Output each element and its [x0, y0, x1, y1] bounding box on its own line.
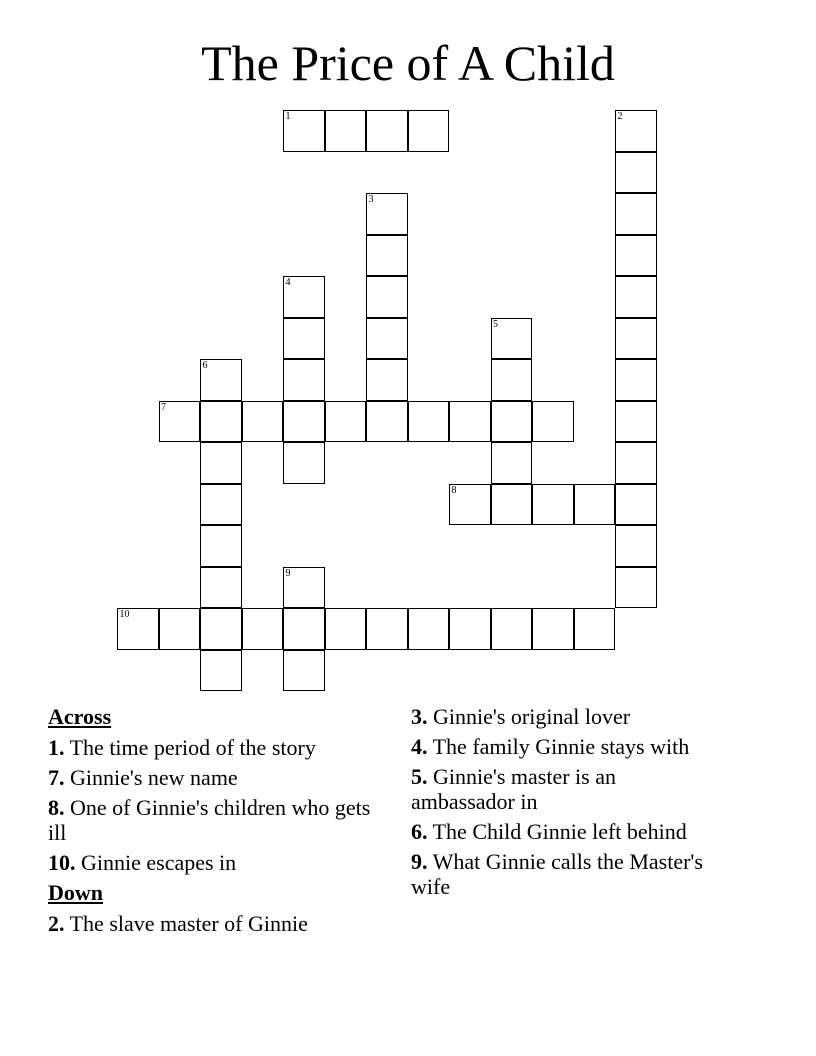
clue-number: 4: [285, 277, 291, 288]
grid-cell[interactable]: [200, 525, 242, 567]
clue-down-6: 6. The Child Ginnie left behind: [411, 819, 687, 844]
grid-cell[interactable]: [532, 484, 574, 526]
clue-down-4: 4. The family Ginnie stays with: [411, 734, 690, 759]
clue-down-5: 5. Ginnie's master is an ambassador in: [411, 764, 616, 814]
grid-cell[interactable]: [200, 359, 242, 401]
grid-cell[interactable]: [366, 235, 408, 277]
clue-down-3: 3. Ginnie's original lover: [411, 704, 631, 729]
grid-cell[interactable]: [283, 318, 325, 360]
clue-across-8: 8. One of Ginnie's children who gets ill: [48, 795, 371, 845]
grid-cell[interactable]: [366, 401, 408, 443]
grid-cell[interactable]: [117, 608, 159, 650]
clue-number: 9: [285, 567, 291, 579]
clues-right-column: [411, 704, 711, 904]
grid-cell[interactable]: [615, 567, 657, 609]
clue-number: 10: [119, 609, 130, 620]
grid-cell[interactable]: [615, 318, 657, 360]
grid-cell[interactable]: [449, 608, 491, 650]
grid-cell[interactable]: [159, 401, 201, 443]
clues-left-column: [48, 704, 388, 941]
grid-cell[interactable]: [242, 401, 284, 443]
grid-cell[interactable]: [408, 608, 450, 650]
clue-across-1: 1. The time period of the story: [48, 735, 316, 760]
grid-cell[interactable]: [408, 110, 450, 152]
grid-cell[interactable]: [200, 401, 242, 443]
grid-cell[interactable]: [574, 484, 616, 526]
grid-cell[interactable]: [325, 608, 367, 650]
grid-cell[interactable]: [159, 608, 201, 650]
clue-down-2: 2. The slave master of Ginnie: [48, 911, 308, 936]
grid-cell[interactable]: [325, 401, 367, 443]
grid-cell[interactable]: [615, 193, 657, 235]
grid-cell[interactable]: [449, 401, 491, 443]
grid-cell[interactable]: [283, 401, 325, 443]
clue-number: 1: [285, 111, 291, 122]
grid-cell[interactable]: [366, 608, 408, 650]
grid-cell[interactable]: [491, 442, 533, 484]
grid-cell[interactable]: [532, 401, 574, 443]
down-heading: Down: [48, 880, 104, 905]
grid-cell[interactable]: [408, 401, 450, 443]
puzzle-title: The Price of A Child: [201, 35, 615, 91]
grid-cell[interactable]: [532, 608, 574, 650]
grid-cell[interactable]: [449, 484, 491, 526]
grid-cell[interactable]: [615, 152, 657, 194]
clue-number: 6: [202, 360, 208, 371]
grid-cell[interactable]: [200, 484, 242, 526]
grid-cell[interactable]: [283, 110, 325, 152]
grid-cell[interactable]: [615, 401, 657, 443]
grid-cell[interactable]: [283, 608, 325, 650]
grid-cell[interactable]: [615, 110, 657, 152]
grid-cell[interactable]: [200, 442, 242, 484]
grid-cell[interactable]: [283, 276, 325, 318]
grid-cell[interactable]: [615, 235, 657, 277]
grid-cell[interactable]: [574, 608, 616, 650]
clue-number: 3: [368, 194, 374, 205]
clue-number: 2: [617, 111, 623, 122]
grid-cell[interactable]: [491, 401, 533, 443]
clue-number: 8: [451, 484, 457, 496]
grid-cell[interactable]: [366, 193, 408, 235]
grid-cell[interactable]: [491, 608, 533, 650]
grid-cell[interactable]: [200, 650, 242, 692]
clue-number: 5: [493, 318, 498, 330]
across-heading: Across: [48, 704, 112, 729]
grid-cell[interactable]: [366, 359, 408, 401]
grid-cell[interactable]: [615, 276, 657, 318]
grid-cell[interactable]: [283, 650, 325, 692]
grid-cell[interactable]: [242, 608, 284, 650]
grid-cell[interactable]: [283, 359, 325, 401]
grid-cell[interactable]: [615, 484, 657, 526]
grid-cell[interactable]: [615, 359, 657, 401]
grid-cell[interactable]: [283, 567, 325, 609]
grid-cell[interactable]: [491, 359, 533, 401]
grid-cell[interactable]: [491, 484, 533, 526]
grid-cell[interactable]: [366, 110, 408, 152]
grid-cell[interactable]: [283, 442, 325, 484]
grid-cell[interactable]: [325, 110, 367, 152]
grid-cell[interactable]: [366, 318, 408, 360]
clue-across-10: 10. Ginnie escapes in: [48, 850, 237, 875]
grid-cell[interactable]: [491, 318, 533, 360]
clue-across-7: 7. Ginnie's new name: [48, 765, 238, 790]
clue-number: 7: [161, 401, 166, 413]
grid-cell[interactable]: [366, 276, 408, 318]
grid-cell[interactable]: [200, 608, 242, 650]
clue-down-9: 9. What Ginnie calls the Master's wife: [411, 849, 703, 899]
grid-cell[interactable]: [615, 525, 657, 567]
grid-cell[interactable]: [615, 442, 657, 484]
grid-cell[interactable]: [200, 567, 242, 609]
